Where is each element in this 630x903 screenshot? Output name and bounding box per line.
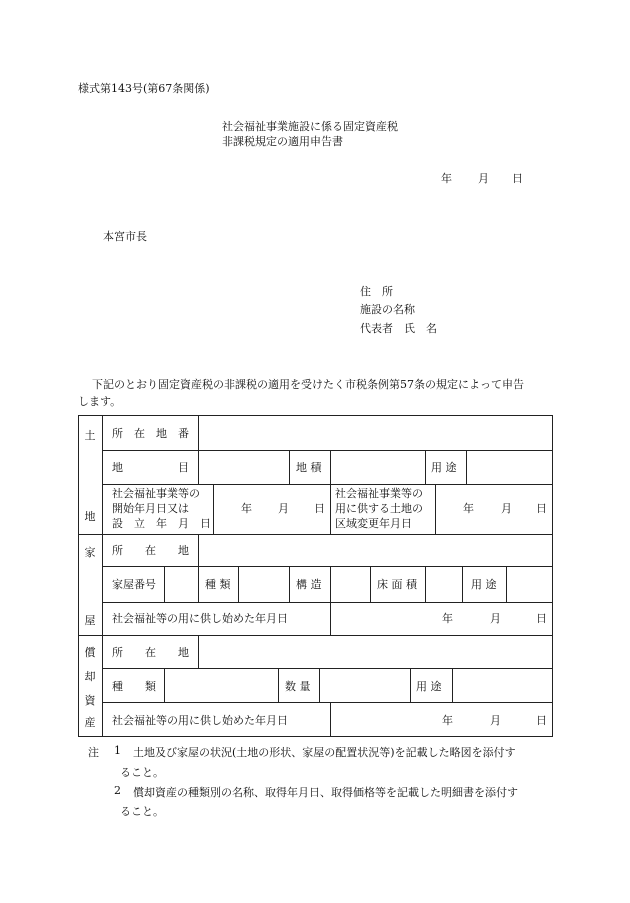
form-title-line1: 社会福祉事業施設に係る固定資産税: [222, 120, 398, 133]
land-change-year: 年: [463, 502, 474, 515]
intro-line2: します。: [78, 395, 122, 408]
depreciable-quantity-label: 数 量: [285, 680, 311, 693]
depreciable-quantity-input[interactable]: [320, 669, 410, 702]
land-area-label: 地 積: [296, 461, 322, 474]
house-structure-label: 構 造: [296, 578, 322, 591]
house-section-char2: 屋: [84, 614, 96, 627]
applicant-facility-label: 施設の名称: [360, 303, 415, 316]
depreciable-type-input[interactable]: [165, 669, 278, 702]
land-change-label-3: 区域変更年月日: [335, 517, 412, 530]
depreciable-use-input[interactable]: [453, 669, 552, 702]
land-use-label: 用 途: [431, 461, 457, 474]
house-floor-area-input[interactable]: [426, 567, 462, 602]
intro-line1: 下記のとおり固定資産税の非課税の適用を受けたく市税条例第57条の規定によって申告: [92, 378, 524, 391]
land-start-label-1: 社会福祉事業等の: [112, 487, 200, 500]
land-location-label: 所 在 地 番: [112, 427, 189, 440]
notes-prefix: 注: [88, 746, 99, 759]
depreciable-start-year: 年: [442, 714, 453, 727]
house-start-month: 月: [490, 612, 501, 625]
land-start-day: 日: [314, 502, 325, 515]
house-use-label: 用 途: [471, 578, 497, 591]
house-use-input[interactable]: [507, 567, 552, 602]
depreciable-section-char2: 却: [84, 670, 96, 683]
land-category-label: 地 目: [112, 461, 189, 474]
note2-line2: ること。: [120, 805, 164, 818]
addressee: 本宮市長: [103, 230, 147, 243]
land-change-day: 日: [536, 502, 547, 515]
land-location-input[interactable]: [199, 416, 552, 449]
land-start-label-3: 設 立 年 月 日: [112, 517, 211, 530]
house-floor-area-label: 床 面 積: [377, 578, 417, 591]
house-location-input[interactable]: [199, 535, 552, 566]
note2-line1: 償却資産の種類別の名称、取得年月日、取得価格等を記載した明細書を添付す: [133, 786, 518, 799]
note2-number: 2: [114, 784, 121, 797]
depreciable-use-label: 用 途: [416, 680, 442, 693]
house-location-label: 所 在 地: [112, 544, 189, 557]
note1-number: 1: [114, 744, 121, 757]
depreciable-start-day: 日: [536, 714, 547, 727]
date-day: 日: [512, 172, 523, 185]
land-start-year: 年: [241, 502, 252, 515]
depreciable-section-char1: 償: [84, 646, 96, 659]
depreciable-start-month: 月: [490, 714, 501, 727]
house-start-year: 年: [442, 612, 453, 625]
house-structure-input[interactable]: [331, 567, 370, 602]
land-change-label-2: 用に供する土地の: [335, 502, 423, 515]
note1-line1: 土地及び家屋の状況(土地の形状、家屋の配置状況等)を記載した略図を添付す: [133, 746, 516, 759]
depreciable-type-label: 種 類: [112, 680, 156, 693]
depreciable-section-char3: 資: [84, 694, 96, 707]
land-section-char2: 地: [84, 510, 96, 523]
land-section-char1: 土: [84, 429, 96, 442]
date-year: 年: [441, 172, 452, 185]
land-use-input[interactable]: [467, 451, 552, 484]
house-type-label: 種 類: [205, 578, 231, 591]
note1-line2: ること。: [120, 766, 164, 779]
depreciable-start-label: 社会福祉等の用に供し始めた年月日: [112, 714, 288, 727]
applicant-representative-label: 代表者 氏 名: [360, 322, 437, 335]
land-start-label-2: 開始年月日又は: [112, 502, 189, 515]
land-area-input[interactable]: [331, 451, 425, 484]
form-title-line2: 非課税規定の適用申告書: [222, 135, 343, 148]
applicant-address-label: 住 所: [360, 285, 393, 298]
land-category-input[interactable]: [199, 451, 289, 484]
house-section-char1: 家: [84, 546, 96, 559]
date-month: 月: [478, 172, 489, 185]
depreciable-section-char4: 産: [84, 716, 96, 729]
depreciable-location-input[interactable]: [199, 636, 552, 668]
house-start-label: 社会福祉等の用に供し始めた年月日: [112, 612, 288, 625]
application-table: [78, 415, 553, 737]
house-type-input[interactable]: [239, 567, 289, 602]
land-change-month: 月: [501, 502, 512, 515]
land-change-label-1: 社会福祉事業等の: [335, 487, 423, 500]
land-start-month: 月: [278, 502, 289, 515]
house-number-input[interactable]: [165, 567, 198, 602]
form-number: 様式第143号(第67条関係): [78, 82, 210, 95]
house-start-day: 日: [536, 612, 547, 625]
house-number-label: 家屋番号: [112, 578, 156, 591]
depreciable-location-label: 所 在 地: [112, 646, 189, 659]
